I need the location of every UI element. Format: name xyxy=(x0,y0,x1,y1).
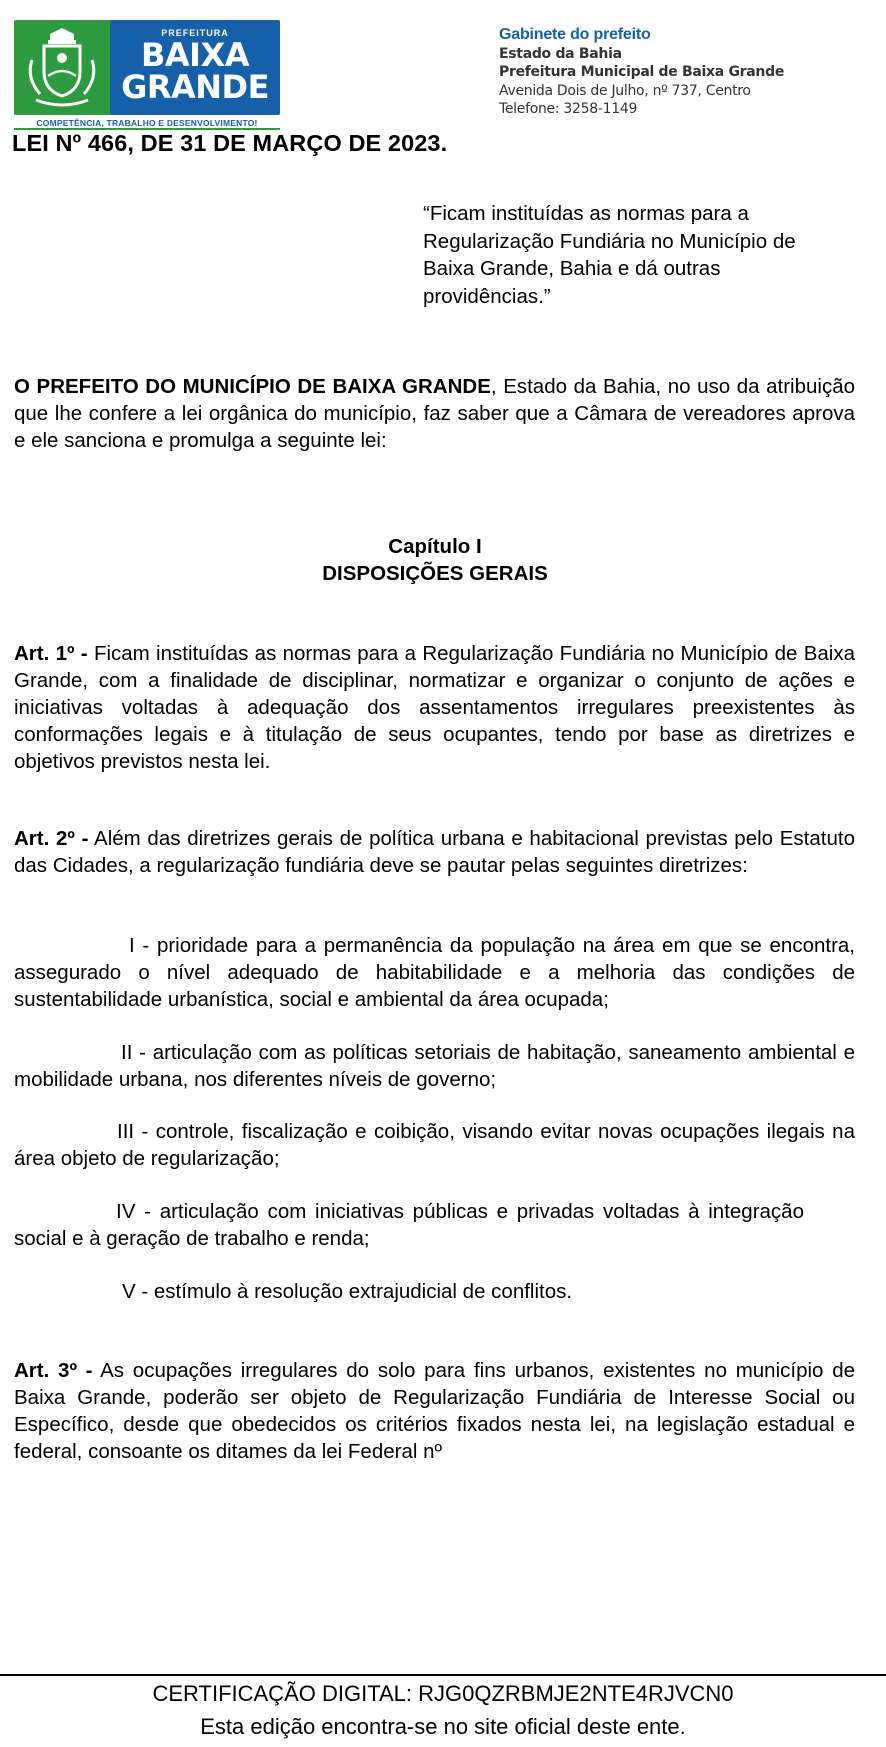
article-1-label: Art. 1º - xyxy=(14,642,88,665)
official-site-notice: Esta edição encontra-se no site oficial deste ente. xyxy=(200,1714,686,1739)
law-title: LEI Nº 466, DE 31 DE MARÇO DE 2023. xyxy=(12,130,448,156)
article-2-item-4: IV - articulação com iniciativas públicas e privadas voltadas à integração social e à geração de trabalho e renda; xyxy=(14,1200,804,1250)
chapter-heading xyxy=(0,533,870,587)
article-2-item-1: I - prioridade para a permanência da população na área em que se encontra, assegurado o nível adequado de habitabilidade e a melhoria das condições de sustentabilidade urbanística, social e ambiental da área ocupada; xyxy=(14,934,855,1011)
gabinete-phone: Telefone: 3258-1149 xyxy=(499,101,638,117)
gabinete-contact-block xyxy=(499,26,784,119)
preamble xyxy=(14,373,855,454)
article-1 xyxy=(14,640,855,775)
article-2-item-5: V - estímulo à resolução extrajudicial de conflitos. xyxy=(122,1280,573,1303)
municipality-logo xyxy=(14,20,280,130)
digital-certification: CERTIFICAÇÃO DIGITAL: RJG0QZRBMJE2NTE4RJVCN0 xyxy=(152,1681,734,1706)
preamble-bold: O PREFEITO DO MUNICÍPIO DE BAIXA GRANDE xyxy=(14,375,491,398)
article-2-item-2: II - articulação com as políticas setoriais de habitação, saneamento ambiental e mobilidade urbana, nos diferentes níveis de governo; xyxy=(14,1041,855,1091)
logo-name-line2: GRANDE xyxy=(121,68,269,106)
page-header xyxy=(0,0,886,130)
chapter-number: Capítulo I xyxy=(388,535,482,558)
article-2-text: Além das diretrizes gerais de política urbana e habitacional previstas pelo Estatuto das Cidades, a regularização fundiária deve se pautar pelas seguintes diretrizes: xyxy=(14,827,855,877)
logo-prefeitura-text: PREFEITURA xyxy=(161,28,229,38)
footer-divider xyxy=(0,1674,886,1676)
article-2-label: Art. 2º - xyxy=(14,827,89,850)
article-2 xyxy=(14,825,855,879)
gabinete-title: Gabinete do prefeito xyxy=(499,26,651,43)
article-3 xyxy=(14,1357,855,1465)
article-3-label: Art. 3º - xyxy=(14,1359,93,1382)
gabinete-state: Estado da Bahia xyxy=(499,45,622,62)
coat-of-arms-icon xyxy=(14,20,110,115)
article-1-text: Ficam instituídas as normas para a Regularização Fundiária no Município de Baixa Grande, com a finalidade de disciplinar, normatizar e organizar o conjunto de ações e iniciativas voltadas à adequação dos assentamentos irregulares preexistentes às conformações legais e à titulação de seus ocupantes, tendo por base as diretrizes e objetivos previstos nesta lei. xyxy=(14,642,855,773)
gabinete-municipality: Prefeitura Municipal de Baixa Grande xyxy=(499,64,785,80)
article-2-item-3: III - controle, fiscalização e coibição, visando evitar novas ocupações ilegais na área objeto de regularização; xyxy=(14,1120,855,1170)
preamble-rest: , Estado da Bahia, no uso da atribuição que lhe confere a lei orgânica do município, faz saber que a Câmara de vereadores aprova e ele sanciona e promulga a seguinte lei: xyxy=(14,375,856,452)
article-3-text: As ocupações irregulares do solo para fins urbanos, existentes no município de Baixa Grande, poderão ser objeto de Regularização Fundiária de Interesse Social ou Específico, desde que obedecidos os critérios fixados nesta lei, na legislação estadual e federal, consoante os ditames da lei Federal nº xyxy=(14,1359,855,1463)
gabinete-address: Avenida Dois de Julho, nº 737, Centro xyxy=(499,82,751,99)
chapter-title: DISPOSIÇÕES GERAIS xyxy=(322,562,548,585)
law-ementa: “Ficam instituídas as normas para a Regularização Fundiária no Município de Baixa Grande, Bahia e dá outras providências.” xyxy=(423,202,796,308)
logo-slogan: COMPETÊNCIA, TRABALHO E DESENVOLVIMENTO! xyxy=(36,118,258,128)
logo-name-line1: BAIXA xyxy=(141,36,249,74)
